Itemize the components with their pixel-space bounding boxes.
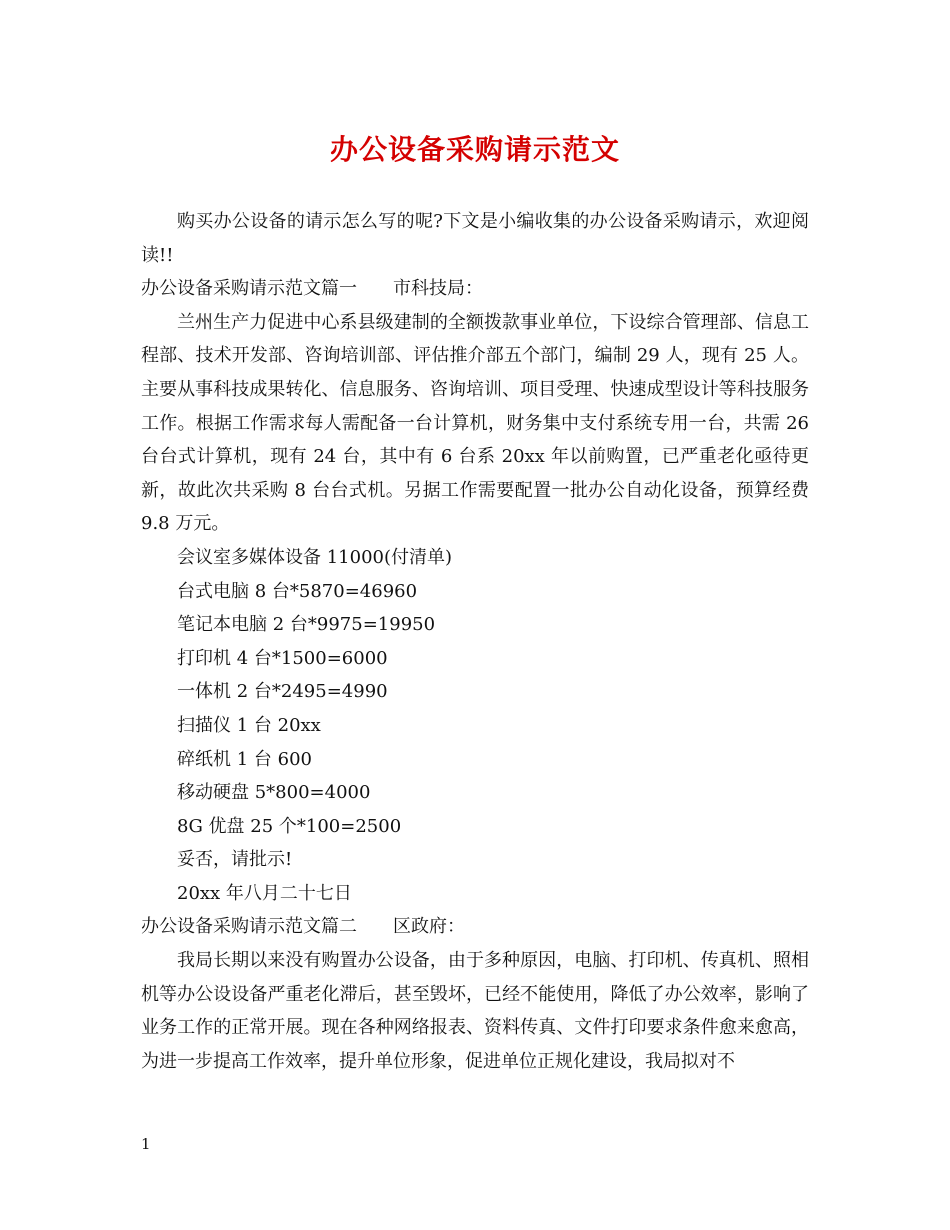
list-item: 打印机 4 台*1500=6000 — [177, 647, 388, 669]
document-body — [141, 205, 809, 1078]
list-item: 碎纸机 1 台 600 — [177, 748, 312, 770]
list-item: 扫描仪 1 台 20xx — [177, 714, 321, 736]
intro-paragraph: 购买办公设备的请示怎么写的呢?下文是小编收集的办公设备采购请示，欢迎阅读!! — [141, 211, 809, 266]
list-item: 笔记本电脑 2 台*9975=19950 — [177, 614, 436, 636]
list-item: 8G 优盘 25 个*100=2500 — [177, 815, 402, 837]
page-title: 办公设备采购请示范文 — [329, 133, 620, 166]
list-item: 一体机 2 台*2495=4990 — [177, 681, 388, 703]
list-item: 台式电脑 8 台*5870=46960 — [177, 580, 418, 602]
section-2-heading: 办公设备采购请示范文篇二 — [141, 916, 357, 938]
section-1-heading-line — [141, 272, 809, 306]
section-2-paragraph: 我局长期以来没有购置办公设备，由于多种原因，电脑、打印机、传真机、照相机等办公设设备严重老化滞后，甚至毁坏，已经不能使用，降低了办公效率，影响了业务工作的正常开展。现在各种网络报表、资料传真、文件打印要求条件愈来愈高，为进一步提高工作效率，提升单位形象，促进单位正规化建设，我局拟对不 — [141, 950, 809, 1072]
section-1-heading: 办公设备采购请示范文篇一 — [141, 278, 357, 300]
list-item: 移动硬盘 5*800=4000 — [177, 782, 371, 804]
section-1-date: 20xx 年八月二十七日 — [177, 882, 352, 904]
section-2-recipient: 区政府： — [393, 916, 465, 938]
section-1-paragraph: 兰州生产力促进中心系县级建制的全额拨款事业单位，下设综合管理部、信息工程部、技术开发部、咨询培训部、评估推介部五个部门，编制 29 人，现有 25 人。主要从事科技成果转化、信息服务、咨询培训、项目受理、快速成型设计等科技服务工作。根据工作需求每人需配备一台计算机，财务集中支付系统专用一台，共需 26 台台式计算机，现有 24 台，其中有 6 台系 20xx 年以前购置，已严重老化亟待更新，故此次共采购 8 台台式机。另据工作需要配置一批办公自动化设备，预算经费 9.8 万元。 — [141, 311, 809, 535]
list-item: 会议室多媒体设备 11000(付清单) — [177, 546, 453, 568]
page-number: 1 — [141, 1135, 151, 1153]
section-2-heading-line — [141, 910, 809, 944]
section-1-recipient: 市科技局： — [393, 278, 483, 300]
section-1-closing: 妥否，请批示! — [177, 849, 293, 871]
